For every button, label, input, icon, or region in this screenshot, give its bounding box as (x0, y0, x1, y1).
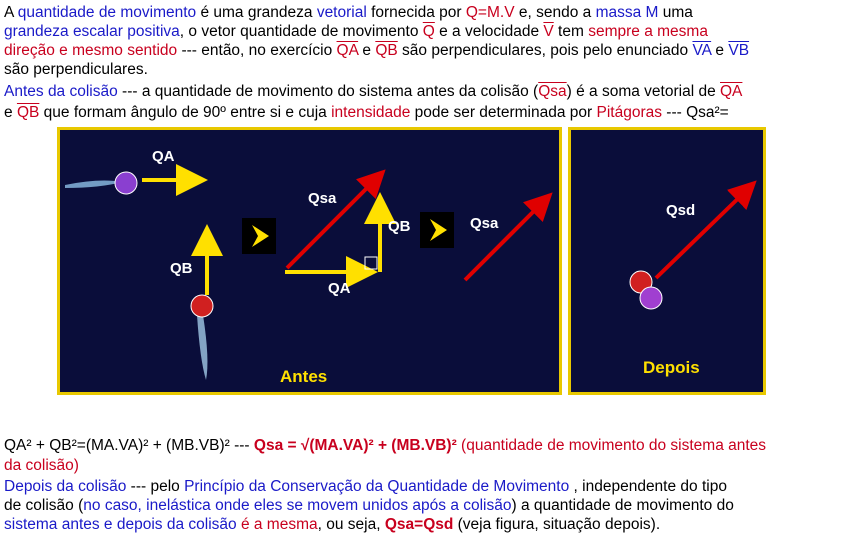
text: --- Qsa²= (661, 104, 729, 121)
text: QA (152, 148, 175, 165)
text-line-6 (4, 103, 729, 122)
text: uma (658, 4, 693, 21)
text: no caso, inelástica onde eles se movem unidos após a colisão (83, 497, 512, 514)
text: Princípio da Conservação da Quantidade de Movimento (184, 478, 570, 495)
formula-qsa-qsd: Qsa=Qsd (384, 516, 454, 533)
figure-after-svg (571, 130, 766, 395)
text: QA² + QB²=(MA.VA)² + (MB.VB)² --- (4, 437, 254, 454)
text: quantidade de movimento (17, 4, 197, 21)
ball-a (115, 172, 137, 194)
text-line-9 (4, 477, 727, 496)
label-qsa (308, 190, 336, 207)
formula-line (4, 436, 766, 455)
text: direção e mesmo sentido (4, 42, 178, 59)
text-line-3 (4, 41, 749, 60)
text: tem (553, 23, 589, 40)
vector-va: $\overline{VA}$ (692, 42, 712, 59)
text: vetorial (316, 4, 367, 21)
vector-qa: $\overline{QA}$ (720, 83, 743, 100)
figure-before-svg (60, 130, 562, 395)
text: (veja figura, situação depois). (453, 516, 661, 533)
text: sistema antes e depois da colisão (4, 516, 237, 533)
text: massa M (595, 4, 659, 21)
text: é a mesma (236, 516, 318, 533)
text: --- a quantidade de movimento do sistema antes da colisão ( (117, 83, 539, 100)
formula-line-2 (4, 456, 79, 475)
label-qa (152, 148, 175, 165)
text: e (711, 42, 729, 59)
ball-b (191, 295, 213, 317)
text: --- pelo (126, 478, 185, 495)
label-depois: Depois (643, 358, 700, 377)
formula-qsa: Qsa = √(MA.VA)² + (MB.VB)² (253, 437, 457, 454)
text: QB (388, 218, 411, 235)
figure-before-panel (57, 127, 562, 395)
text: da colisão) (4, 457, 79, 474)
text-line-1 (4, 3, 693, 22)
text: intensidade (331, 104, 411, 121)
text: (quantidade de movimento do sistema antes (456, 437, 767, 454)
text-line-10 (4, 496, 734, 515)
text: e (358, 42, 376, 59)
label-qb-sum (388, 218, 411, 235)
text: , ou seja, (317, 516, 385, 533)
text: que formam ângulo de 90º entre si e cuja (39, 104, 332, 121)
text: de colisão ( (4, 497, 84, 514)
text-line-5 (4, 82, 742, 101)
label-antes: Antes (280, 367, 328, 386)
text: e a velocidade (434, 23, 544, 40)
text: é uma grandeza (196, 4, 317, 21)
text: ) a quantidade de movimento do (511, 497, 734, 514)
text: Qsd (666, 202, 696, 219)
text: sempre a mesma (588, 23, 708, 40)
text-line-4 (4, 60, 148, 79)
figure-after-panel (568, 127, 766, 395)
text: QA (328, 280, 351, 297)
text: Qsa (308, 190, 337, 207)
text: QB (170, 260, 193, 277)
text: Qsa (470, 215, 499, 232)
text: , independente do tipo (569, 478, 727, 495)
vector-qa: $\overline{QA}$ (336, 42, 359, 59)
text: A (4, 4, 18, 21)
label-qa-sum (328, 280, 351, 297)
label-qsd (666, 202, 695, 219)
text: grandeza escalar positiva (4, 23, 180, 40)
vector-qb: $\overline{QB}$ (375, 42, 398, 59)
vector-vb: $\overline{VB}$ (728, 42, 750, 59)
label-qb (170, 260, 193, 277)
text: são perpendiculares, pois pelo enunciado (397, 42, 693, 59)
text: , o vetor quantidade de movimento (179, 23, 423, 40)
text: --- então, no exercício (177, 42, 337, 59)
text: e, sendo a (514, 4, 596, 21)
text: Antes da colisão (4, 83, 118, 100)
text: Depois da colisão (4, 478, 127, 495)
text: são perpendiculares. (4, 61, 148, 78)
text: pode ser determinada por (410, 104, 597, 121)
text-line-2 (4, 22, 708, 41)
text-line-11 (4, 515, 660, 534)
vector-q: $\overline{Q}$ (422, 23, 435, 40)
vector-qb: $\overline{QB}$ (16, 104, 40, 121)
ball-b-after (640, 287, 662, 309)
vector-v: $\overline{V}$ (543, 23, 554, 40)
text: e (4, 104, 17, 121)
label-qsa-alone (470, 215, 498, 232)
vector-qsa: $\overline{Qsa}$ (538, 83, 567, 100)
text: ) é a soma vetorial de (566, 83, 720, 100)
text: Pitágoras (596, 104, 662, 121)
text: fornecida por (366, 4, 466, 21)
formula-q-mv: Q=M.V (465, 4, 515, 21)
